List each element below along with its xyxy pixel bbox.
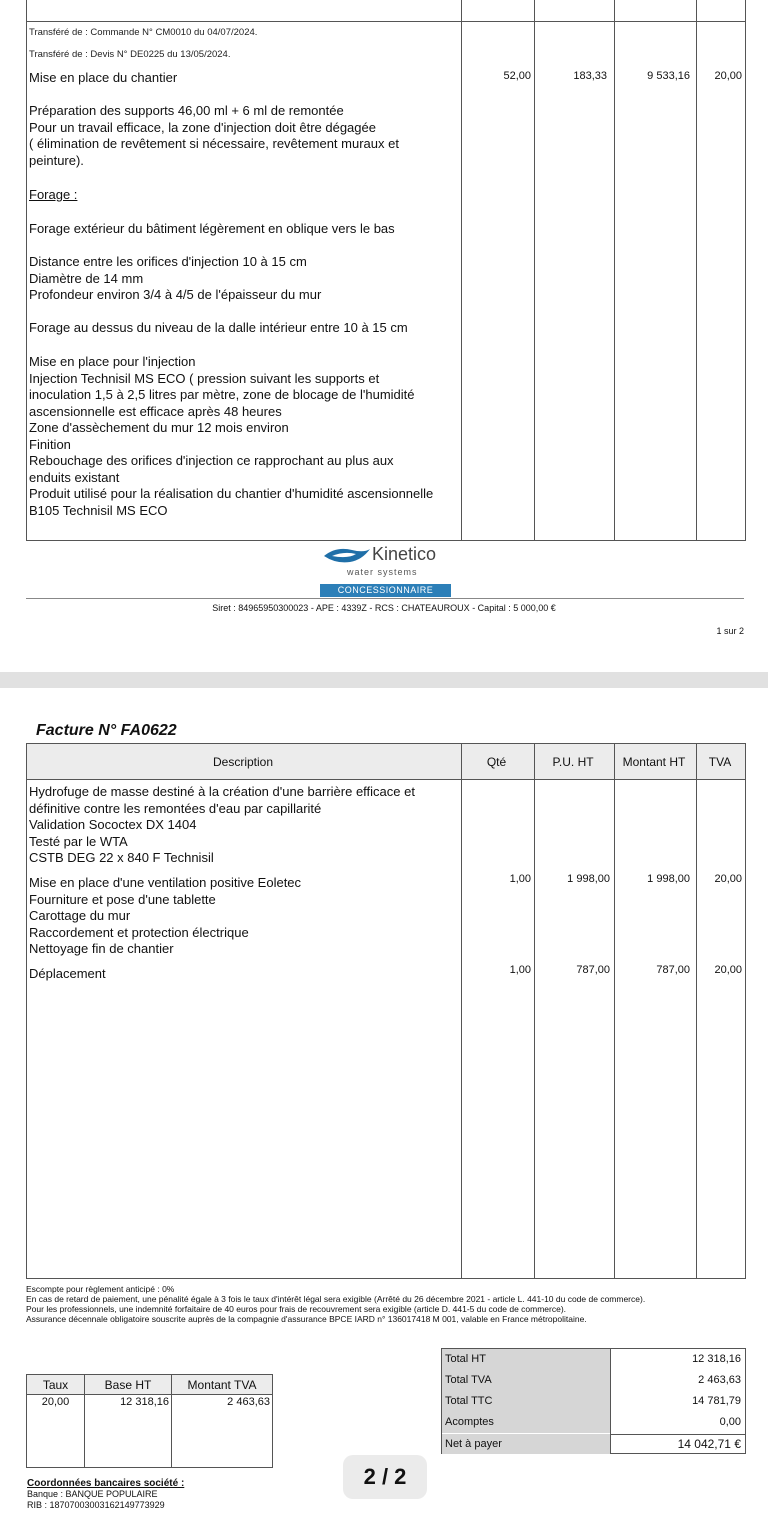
ventilation-block (29, 875, 457, 958)
injection-block (29, 354, 457, 519)
total-tva-label: Total TVA (442, 1370, 610, 1391)
kinetico-wave-icon (322, 546, 372, 566)
distance-line: Profondeur environ 3/4 à 4/5 de l'épaisseur du mur (29, 287, 322, 302)
prep-line: Pour un travail efficace, la zone d'injection doit être dégagée (29, 119, 376, 135)
taux-header: Taux (42, 1378, 69, 1392)
total-ttc-value: 14 781,79 (692, 1395, 741, 1407)
acomptes-label: Acomptes (442, 1412, 610, 1433)
prep-line: Préparation des supports 46,00 ml + 6 ml de remontée (29, 103, 344, 118)
net-a-payer-label: Net à payer (442, 1434, 610, 1454)
distance-line: Diamètre de 14 mm (29, 270, 144, 286)
footer-divider (26, 598, 744, 599)
bank-rib: RIB : 18707003003162149773929 (27, 1500, 165, 1510)
vent-vat: 20,00 (714, 873, 742, 885)
injection-line: B105 Technisil MS ECO (29, 502, 168, 518)
transfer-order-note: Transféré de : Commande N° CM0010 du 04/07/2024. (29, 27, 258, 38)
total-tva-value: 2 463,63 (698, 1374, 741, 1386)
item-vat: 20,00 (714, 70, 742, 82)
transfer-quote-note: Transféré de : Devis N° DE0225 du 13/05/2024. (29, 49, 231, 60)
injection-line: Rebouchage des orifices d'injection ce rapprochant au plus aux (29, 453, 394, 468)
prep-line: peinture). (29, 152, 84, 168)
invoice-page-1 (0, 0, 768, 672)
hydro-line: CSTB DEG 22 x 840 F Technisil (29, 850, 214, 865)
total-ht-label: Total HT (442, 1349, 610, 1370)
taux-value: 20,00 (41, 1396, 70, 1408)
vent-line: Nettoyage fin de chantier (29, 941, 174, 956)
hydrofuge-block (29, 784, 457, 867)
note-line: Pour les professionnels, une indemnité forfaitaire de 40 euros pour frais de recouvrement sera exigible (article D. 441-5 du code de commerce). (26, 1304, 567, 1314)
deplacement-label: Déplacement (29, 966, 106, 981)
col-description: Description (212, 755, 274, 769)
prep-line: ( élimination de revêtement si nécessaire, revêtement muraux et (29, 136, 399, 151)
montant-tva-value: 2 463,63 (227, 1396, 270, 1408)
forage-heading: Forage : (29, 187, 78, 202)
hydro-line: Hydrofuge de masse destiné à la création d'une barrière efficace et (29, 784, 415, 799)
invoice-title: Facture N° FA0622 (36, 722, 177, 739)
hydro-line: Validation Sococtex DX 1404 (29, 817, 197, 832)
totals-table (441, 1348, 746, 1454)
vent-unit-price: 1 998,00 (567, 873, 610, 885)
note-line: Escompte pour règlement anticipé : 0% (26, 1284, 175, 1294)
hydro-line: Testé par le WTA (29, 833, 128, 849)
hydro-line: définitive contre les remontées d'eau par capillarité (29, 800, 322, 816)
preparation-block (29, 103, 457, 169)
vent-line: Carottage du mur (29, 908, 131, 923)
injection-line: ascensionnelle est efficace après 48 heures (29, 403, 282, 419)
legal-notes (26, 1284, 746, 1324)
distance-line: Distance entre les orifices d'injection 10 à 15 cm (29, 254, 307, 269)
logo-subtitle: water systems (347, 567, 418, 577)
depl-unit-price: 787,00 (576, 964, 610, 976)
col-qty: Qté (486, 755, 507, 769)
col-amount: Montant HT (622, 755, 686, 769)
vent-line: Fourniture et pose d'une tablette (29, 891, 216, 907)
depl-vat: 20,00 (714, 964, 742, 976)
depl-qty: 1,00 (509, 964, 531, 976)
distance-block (29, 254, 457, 304)
net-a-payer-value: 14 042,71 € (677, 1437, 741, 1451)
injection-line: Injection Technisil MS ECO ( pression suivant les supports et (29, 370, 380, 386)
injection-line: Produit utilisé pour la réalisation du chantier d'humidité ascensionnelle (29, 486, 434, 501)
page-indicator: 2 / 2 (343, 1455, 427, 1499)
depl-amount: 787,00 (656, 964, 690, 976)
note-line: En cas de retard de paiement, une pénalité égale à 3 fois le taux d'intérêt légal sera exigible (Arrêté du 26 décembre 2021 - article L. 441-10 du code de commerce). (26, 1294, 646, 1304)
forage-above-slab: Forage au dessus du niveau de la dalle intérieur entre 10 à 15 cm (29, 320, 408, 335)
item-unit-price: 183,33 (573, 70, 607, 82)
injection-line: enduits existant (29, 469, 120, 485)
kinetico-logo (320, 545, 460, 600)
base-ht-header: Base HT (104, 1378, 152, 1392)
concessionnaire-badge: CONCESSIONNAIRE (320, 584, 451, 597)
item-amount: 9 533,16 (647, 70, 690, 82)
col-vat: TVA (708, 755, 732, 769)
bank-details (27, 1478, 184, 1511)
injection-line: Zone d'assèchement du mur 12 mois environ (29, 420, 289, 435)
base-ht-value: 12 318,16 (120, 1396, 169, 1408)
item-qty: 52,00 (503, 70, 531, 82)
vent-amount: 1 998,00 (647, 873, 690, 885)
page-separator (0, 672, 768, 688)
forage-exterior: Forage extérieur du bâtiment légèrement en oblique vers le bas (29, 221, 395, 236)
vent-line: Mise en place d'une ventilation positive Eoletec (29, 875, 302, 890)
vent-qty: 1,00 (509, 873, 531, 885)
note-line: Assurance décennale obligatoire souscrite auprès de la compagnie d'assurance BPCE IARD n° 136017418 M 001, valable en France métropolitaine. (26, 1314, 587, 1324)
logo-name: Kinetico (372, 544, 437, 564)
injection-line: Finition (29, 436, 71, 452)
bank-name: Banque : BANQUE POPULAIRE (27, 1489, 158, 1499)
bank-title: Coordonnées bancaires société : (27, 1478, 185, 1489)
vent-line: Raccordement et protection électrique (29, 924, 249, 940)
page-number: 1 sur 2 (716, 626, 744, 636)
invoice-page-2 (0, 688, 768, 1521)
total-ht-value: 12 318,16 (692, 1353, 741, 1365)
total-ttc-label: Total TTC (442, 1391, 610, 1412)
injection-line: inoculation 1,5 à 2,5 litres par mètre, zone de blocage de l'humidité (29, 387, 415, 402)
injection-line: Mise en place pour l'injection (29, 354, 196, 369)
col-unit-price: P.U. HT (552, 755, 594, 769)
item-title: Mise en place du chantier (29, 70, 178, 85)
company-legal-info: Siret : 84965950300023 - APE : 4339Z - RCS : CHATEAUROUX - Capital : 5 000,00 € (212, 603, 556, 613)
vat-breakdown-table (26, 1374, 273, 1468)
acomptes-value: 0,00 (719, 1416, 741, 1428)
montant-tva-header: Montant TVA (187, 1378, 257, 1392)
